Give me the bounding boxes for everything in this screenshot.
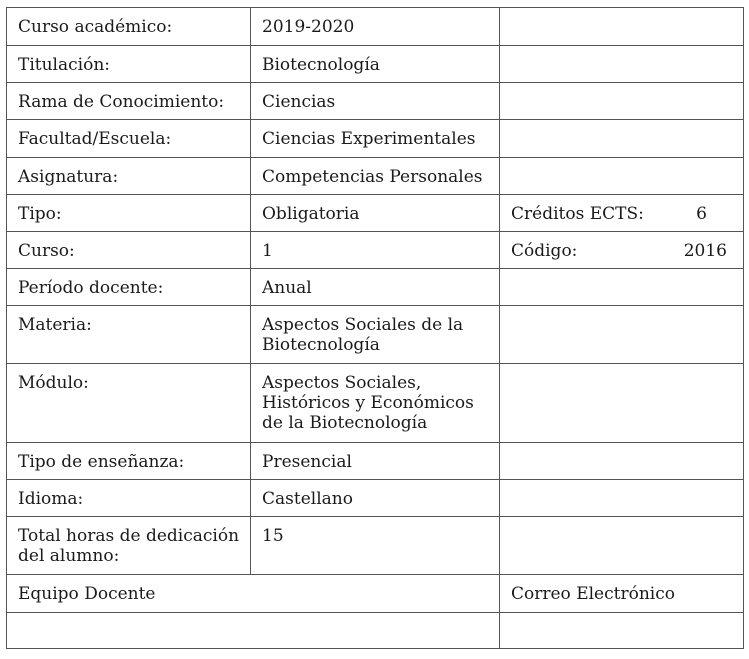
row-value: Presencial (251, 443, 500, 480)
code-cell (500, 232, 744, 269)
ects-label: Créditos ECTS: (511, 204, 644, 224)
empty-cell (500, 364, 744, 443)
team-email-cell (500, 613, 744, 649)
row-value: Aspectos Sociales de la Biotecnología (251, 306, 500, 364)
empty-cell (500, 306, 744, 364)
table-row (7, 443, 744, 480)
team-member-cell (7, 613, 500, 649)
row-value: Anual (251, 269, 500, 306)
row-label: Rama de Conocimiento: (7, 83, 251, 120)
row-label: Curso académico: (7, 8, 251, 46)
row-label: Asignatura: (7, 158, 251, 195)
row-value: Obligatoria (251, 195, 500, 232)
empty-cell (500, 480, 744, 517)
table-row (7, 364, 744, 443)
row-label: Facultad/Escuela: (7, 120, 251, 158)
row-value: Aspectos Sociales, Históricos y Económicos de la Biotecnología (251, 364, 500, 443)
team-label: Equipo Docente (7, 575, 500, 613)
row-value: Ciencias (251, 83, 500, 120)
row-label: Titulación: (7, 46, 251, 83)
table-row (7, 120, 744, 158)
empty-cell (500, 443, 744, 480)
table-row (7, 83, 744, 120)
empty-cell (500, 8, 744, 46)
table-row (7, 46, 744, 83)
ects-value: 6 (696, 204, 707, 224)
course-info-table (6, 7, 744, 649)
table-row (7, 480, 744, 517)
row-label: Tipo: (7, 195, 251, 232)
row-value: 2019-2020 (251, 8, 500, 46)
table-row (7, 575, 744, 613)
empty-cell (500, 46, 744, 83)
row-value: Biotecnología (251, 46, 500, 83)
table-row (7, 232, 744, 269)
table-row (7, 8, 744, 46)
table-row (7, 158, 744, 195)
table-row (7, 306, 744, 364)
row-label: Materia: (7, 306, 251, 364)
row-label: Idioma: (7, 480, 251, 517)
row-value: Castellano (251, 480, 500, 517)
empty-cell (500, 269, 744, 306)
row-label: Período docente: (7, 269, 251, 306)
empty-cell (500, 120, 744, 158)
row-value: Competencias Personales (251, 158, 500, 195)
email-label: Correo Electrónico (500, 575, 744, 613)
row-label: Total horas de dedicación del alumno: (7, 517, 251, 575)
code-label: Código: (511, 241, 578, 261)
ects-cell (500, 195, 744, 232)
empty-cell (500, 158, 744, 195)
row-label: Módulo: (7, 364, 251, 443)
table-row (7, 269, 744, 306)
table-row (7, 195, 744, 232)
empty-cell (500, 517, 744, 575)
row-label: Curso: (7, 232, 251, 269)
row-value: Ciencias Experimentales (251, 120, 500, 158)
table-row (7, 613, 744, 649)
row-value: 15 (251, 517, 500, 575)
row-value: 1 (251, 232, 500, 269)
code-value: 2016 (683, 241, 727, 261)
row-label: Tipo de enseñanza: (7, 443, 251, 480)
table-row (7, 517, 744, 575)
empty-cell (500, 83, 744, 120)
